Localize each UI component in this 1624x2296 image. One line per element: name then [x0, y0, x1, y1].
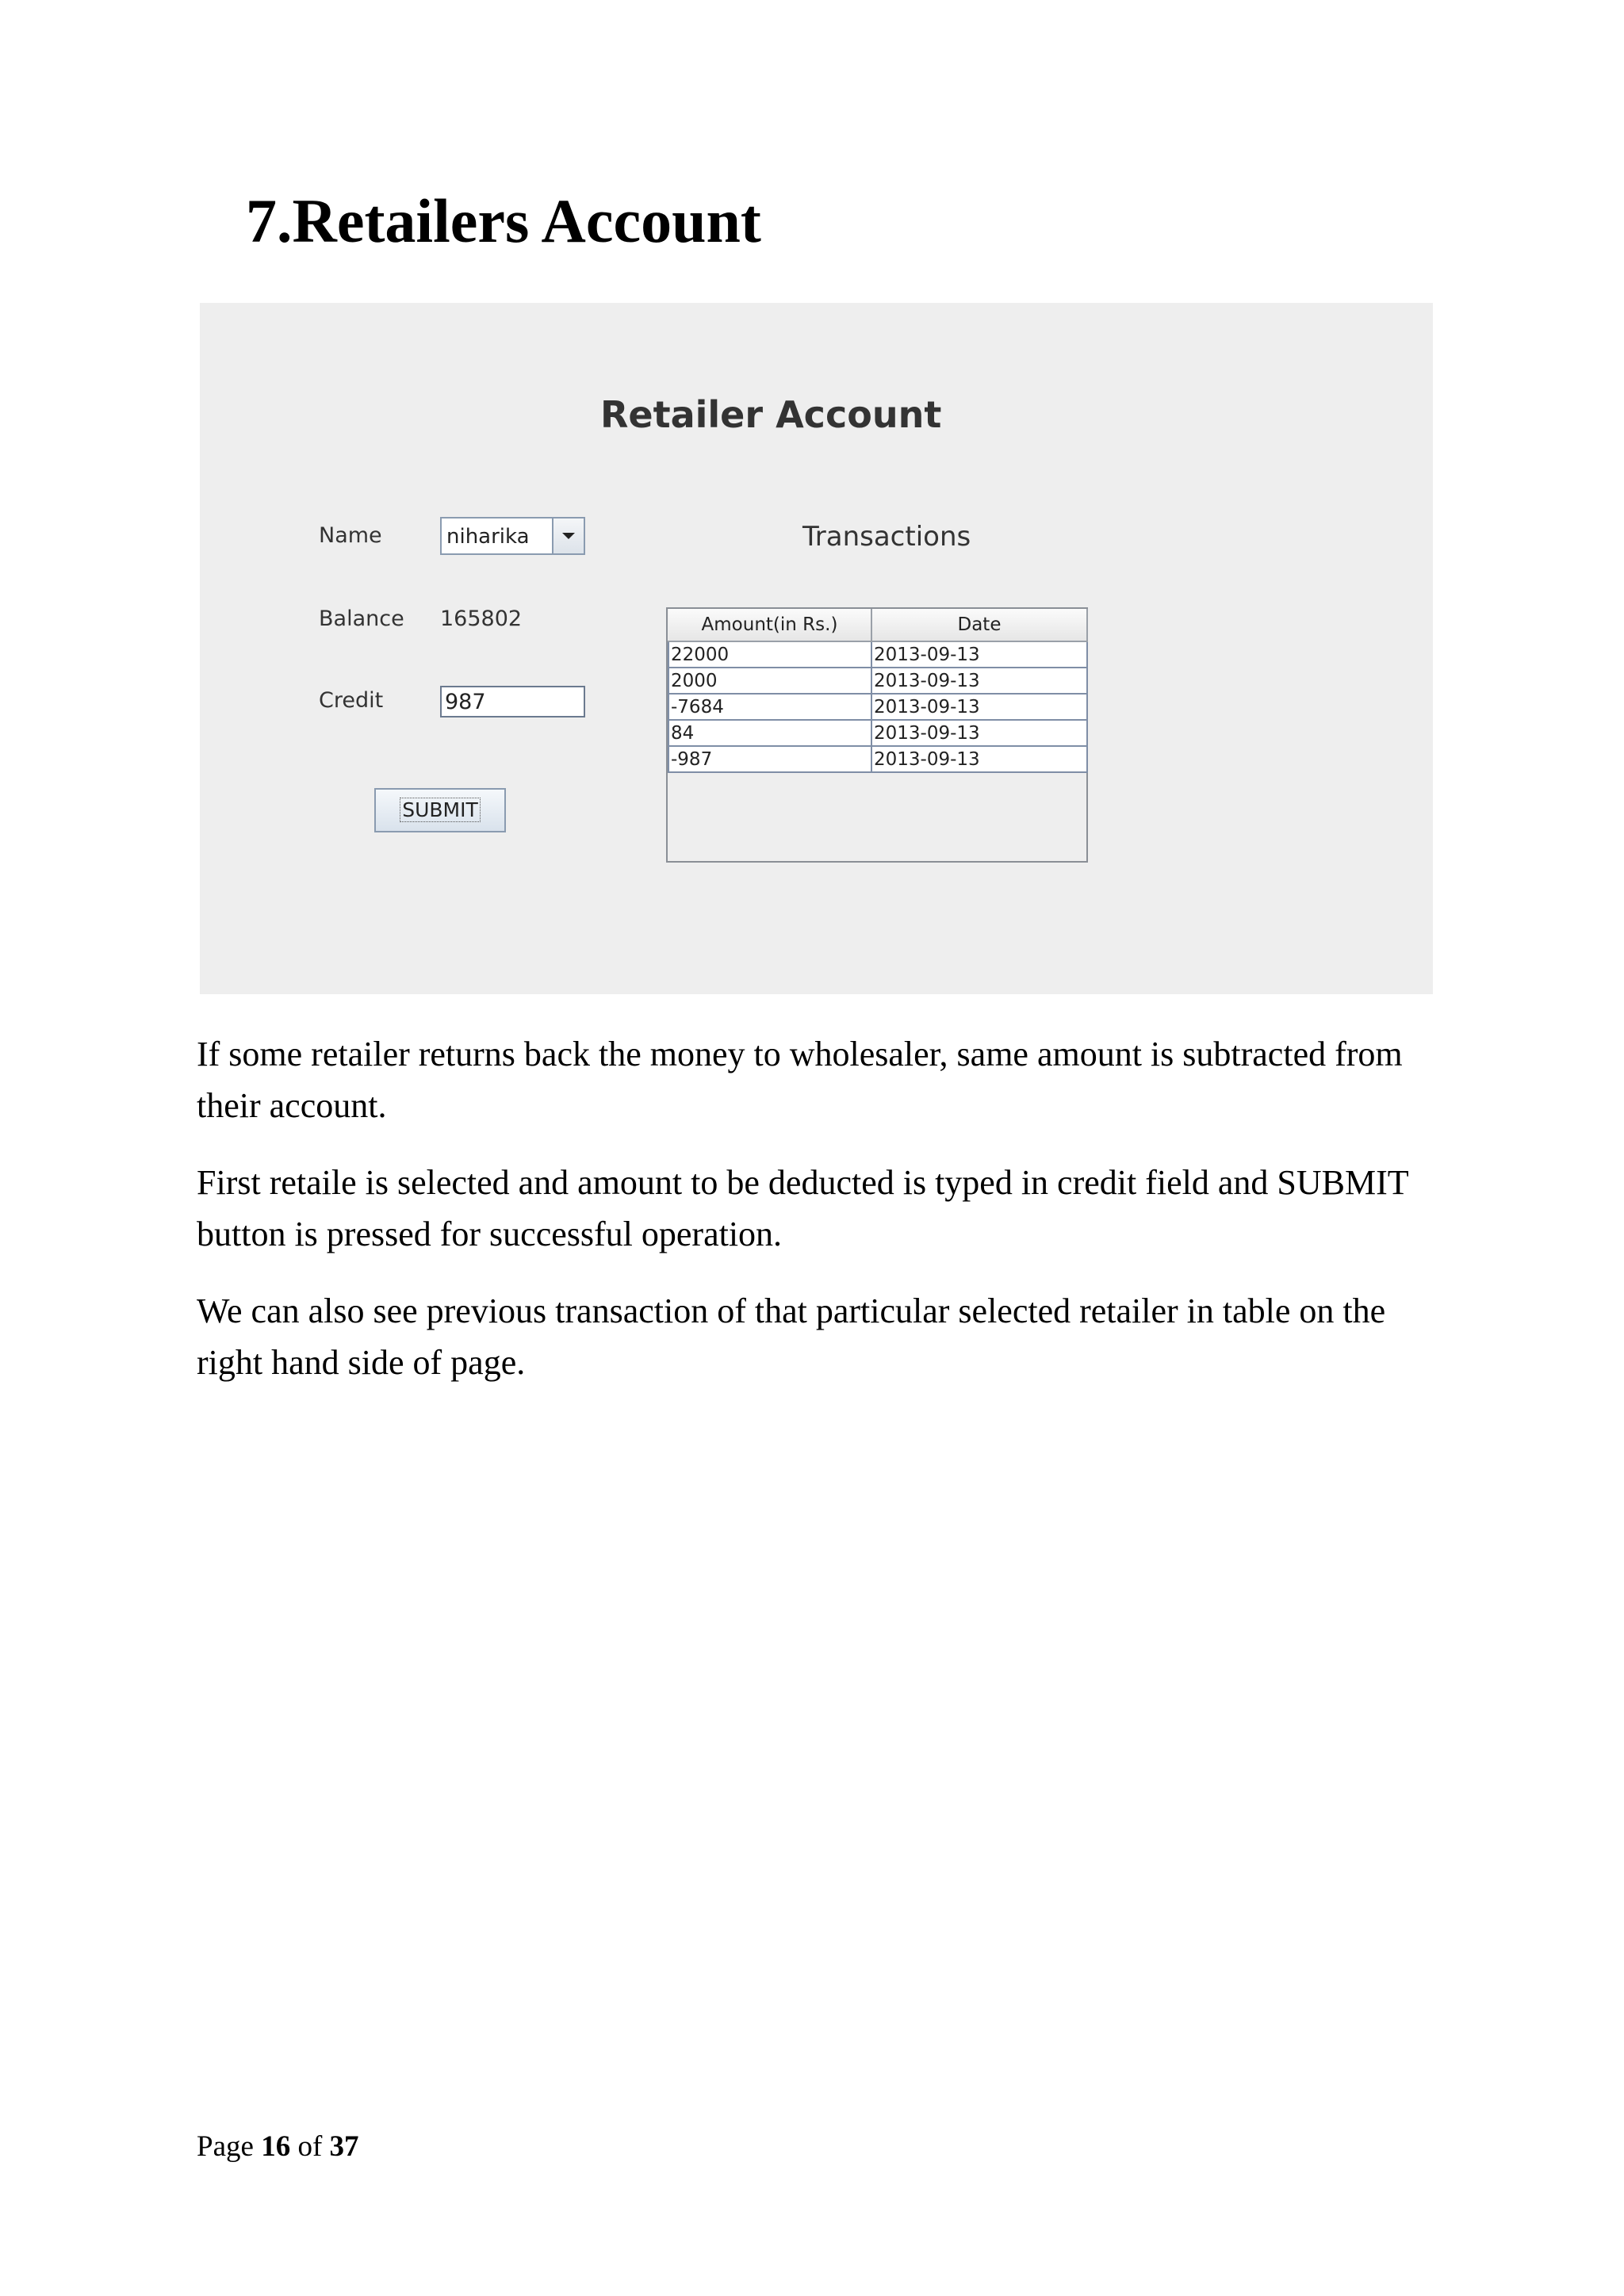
column-header-date[interactable]: Date: [871, 609, 1087, 641]
date-cell: 2013-09-13: [871, 694, 1087, 720]
date-cell: 2013-09-13: [871, 720, 1087, 746]
table-row[interactable]: [668, 694, 1087, 720]
dropdown-arrow-button[interactable]: [552, 519, 584, 553]
page-footer: [197, 2130, 359, 2164]
paragraph-3: We can also see previous transaction of that particular selected retailer in table on the right hand side of page.: [197, 1292, 1386, 1382]
submit-button[interactable]: [374, 788, 506, 832]
section-heading: 7.Retailers Account: [246, 186, 761, 255]
footer-page-word: Page: [197, 2130, 254, 2163]
table-header-row: [668, 609, 1087, 641]
retailer-account-screenshot: [200, 303, 1433, 994]
date-cell: 2013-09-13: [871, 641, 1087, 668]
name-dropdown[interactable]: [440, 517, 585, 555]
amount-cell: 22000: [668, 641, 871, 668]
column-header-amount[interactable]: Amount(in Rs.): [668, 609, 871, 641]
paragraph-1: If some retailer returns back the money to wholesaler, same amount is subtracted from their account.: [197, 1035, 1403, 1125]
credit-label: Credit: [319, 688, 384, 713]
paragraph-2: First retaile is selected and amount to be deducted is typed in credit field and SUBMIT button is pressed for successful operation.: [197, 1163, 1408, 1253]
credit-input[interactable]: [440, 686, 585, 718]
table-row[interactable]: [668, 641, 1087, 668]
transactions-table[interactable]: [666, 607, 1088, 863]
amount-cell: 84: [668, 720, 871, 746]
table-row[interactable]: [668, 746, 1087, 772]
footer-total-pages: 37: [329, 2130, 359, 2163]
name-label: Name: [319, 523, 382, 548]
amount-cell: -7684: [668, 694, 871, 720]
balance-value: 165802: [440, 607, 523, 631]
submit-button-label: SUBMIT: [400, 798, 481, 822]
name-dropdown-value: niharika: [446, 525, 530, 549]
footer-of-word: of: [297, 2130, 323, 2163]
balance-label: Balance: [319, 607, 404, 631]
amount-cell: -987: [668, 746, 871, 772]
table-row[interactable]: [668, 668, 1087, 694]
footer-current-page: 16: [261, 2130, 291, 2163]
app-title: Retailer Account: [600, 393, 942, 436]
date-cell: 2013-09-13: [871, 746, 1087, 772]
amount-cell: 2000: [668, 668, 871, 694]
transactions-title: Transactions: [802, 521, 971, 553]
table-row[interactable]: [668, 720, 1087, 746]
date-cell: 2013-09-13: [871, 668, 1087, 694]
chevron-down-icon: [562, 533, 575, 539]
